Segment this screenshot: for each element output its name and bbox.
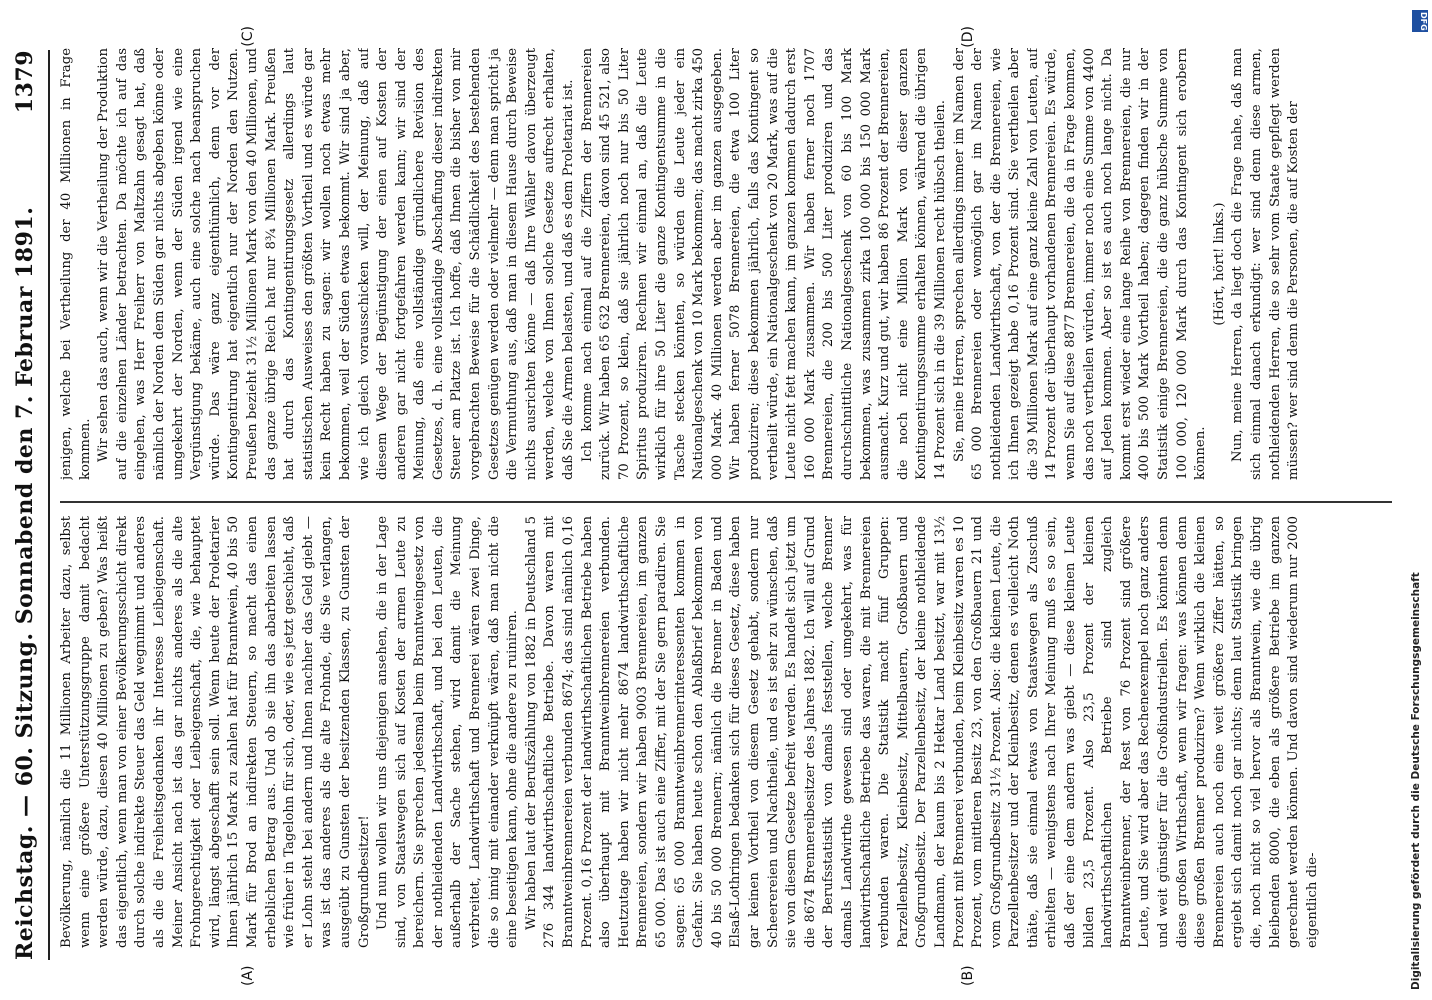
dfg-logo: DFG: [1412, 10, 1428, 32]
interjection: (Hört, hört! links.): [1211, 202, 1227, 326]
paragraph: Bevölkerung, nämlich die 11 Millionen Arbeiter dazu, selbst wenn eine größere Unterstützungsgruppe damit bedacht werden würde, dazu, diesen 40 Millionen zu geben? Was heißt das eigentlich, wenn man von einer Bevölkerungsschicht direkt durch solche indirekte Steuer das Geld wegnimmt und anderes als die die Freiheitsgedanken ihr Interesse Leibeigenschaft. Meiner Ansicht nach ist das gar nichts anderes als die alte Frohngerechtigkeit oder Leibeigenschaft, die, wie behauptet wird, längst abgeschafft sein soll. Wenn heute der Proletarier Ihnen jährlich 15 Mark zu zahlen hat für Branntwein, 40 bis 50 Mark für Brod an indirekten Steuern, so macht das einen erheblichen Betrag aus. Und ob sie ihn das abarbeiten lassen wie früher in Tagelohn für sich, oder, wie es jetzt geschieht, daß er Lohn steht bei andern und Ihnen nachher das Geld giebt — was ist das anderes als die alte Frohnde, die Sie verlangen, ausgeübt zu Gunsten der besitzenden Klassen, zu Gunsten der Großgrundbesitzer!: [59, 516, 372, 948]
right-column: [58, 48, 1398, 480]
paragraph: Ich komme nach einmal auf die Ziffern der Brennereien zurück. Wir haben 65 632 Brennereien, davon sind 45 521, also 70 Prozent, so klein, daß sie jährlich noch nur bis 50 Liter Spiritus produziren. Rechnen wir einmal an, daß die Leute wirklich für ihre 50 Liter die ganze Kontingentsumme in die Tasche stecken könnten, so würden die Leute jeder ein Nationalgeschenk von 10 Mark bekommen; das macht zirka 450 000 Mark. 40 Millionen werden aber im ganzen ausgegeben. Wir haben ferner 5078 Brennereien, die etwa 100 Liter produziren; diese bekommen jährlich, falls das Kontingent so vertheilt würde, ein Nationalgeschenk von 20 Mark, was auf die Leute nicht fett machen kann, im ganzen kommen dadurch erst 160 000 Mark zusammen. Wir haben ferner noch 1707 Brennereien, die 200 bis 500 Liter produziren und das durchschnittliche Nationalgeschenk von 60 bis 100 Mark bekommen, was zusammen zirka 100 000 bis 150 000 Mark ausmacht. Kurz und gut, wir haben 86 Prozent der Brennereien, die noch nicht eine Million Mark von dieser ganzen Kontingentirungssumme erhalten können, während die übrigen 14 Prozent sich in die 39 Millionen recht hübsch theilen.: [579, 48, 948, 480]
margin-marker-b: (B): [960, 965, 976, 986]
margin-marker-d: (D): [960, 26, 976, 48]
column-divider: [60, 501, 1392, 503]
margin-marker-a: (A): [240, 965, 256, 986]
page-number: 1379: [12, 50, 38, 114]
paragraph: Wir haben laut der Berufszählung von 1882 in Deutschland 5 276 344 landwirthschaftliche Betriebe. Davon waren mit Branntweinbrennereien verbunden 8674; das sind nämlich 0,16 Prozent. 0,16 Prozent der landwirthschaftlichen Betriebe haben also überhaupt mit Branntweinbrennereien verbunden. Heutzutage haben wir nicht mehr 8674 landwirthschaftliche Brennereien, sondern wir haben 9003 Brennereien, im ganzen 65 000. Das ist auch eine Ziffer, mit der Sie gern paradiren. Sie sagen: 65 000 Branntweinbrennerinteressenten kommen in Gefahr. Sie haben heute schon den Ablaßbrief bekommen von 40 bis 50 000 Brennern; nämlich die Brenner in Baden und Elsaß-Lothringen bedanken sich für dieses Gesetz, diese haben gar keinen Vortheil von diesem Gesetz gehabt, sondern nur Scheerereien und Nachtheile, und es ist sehr zu wünschen, daß sie von diesem Gesetze befreit werden. Es handelt sich jetzt um die 8674 Brennereibesitzer des Jahres 1882. Ich will auf Grund der Berufsstatistik von damals feststellen, welche Brenner damals Landwirthe gewesen sind oder umgekehrt, was für landwirthschaftliche Betriebe das waren, die mit Brennereien verbunden waren. Die Statistik macht fünf Gruppen: Parzellenbesitz, Kleinbesitz, Mittelbauern, Großbauern und Großgrundbesitz. Der Parzellenbesitz, der kleine nothleidende Landmann, der kaum bis 2 Hektar Land besitzt, war mit 13½ Prozent mit Brennerei verbunden, beim Kleinbesitz waren es 10 Prozent, vom mittleren Besitz 23, von den Großbauern 21 und vom Großgrundbesitz 31½ Prozent. Also: die kleinen Leute, die Parzellenbesitzer und der Kleinbesitz, denen es vielleicht Noth thäte, daß sie einmal etwas von Staatswegen als Zuschuß erhielten — wenigstens nach Ihrer Meinung muß es so sein, daß der eine dem andern was giebt — diese kleinen Leute bilden 23,5 Prozent. Also 23,5 Prozent der kleinen landwirthschaftlichen Betriebe sind zugleich Branntweinbrenner, der Rest von 76 Prozent sind größere Leute, und Sie wird aber das Rechenexempel noch ganz anders und weit günstiger für die Großindustriellen. Es könnten denn diese großen Wirthschaft, wenn wir fragen: was können denn diese großen Brenner produziren? Wenn wirklich die kleinen Brennereien auch noch eine weit größere Ziffer hätten, so ergiebt sich damit noch gar nichts; denn laut Statistik bringen die, noch nicht so viel hervor als Branntwein, wie die übrig bleibenden 8000, die eben als größere Betriebe im ganzen gerechnet werden können. Und davon sind wiederum nur 2000 eigentlich die-: [523, 516, 1320, 948]
watermark-text: Digitalisierung gefördert durch die Deutsche Forschungsgemeinschaft: [1410, 572, 1422, 990]
left-column: [58, 516, 1398, 948]
paragraph: Nun, meine Herren, da liegt doch die Frage nahe, daß man sich einmal danach erkundigt: wer sind denn diese armen, nothleidenden Herren, die so sehr vom Staate gepflegt werden müssen? wer sind denn die Personen, die auf Kosten der: [1230, 48, 1302, 480]
paragraph: Und nun wollen wir uns diejenigen ansehen, die in der Lage sind, von Staatswegen sich auf Kosten der armen Leute zu bereichern. Sie sprechen jedesmal beim Branntweingesetz von der nothleidenden Landwirthschaft, und bei den Leuten, die außerhalb der Sache stehen, wird damit die Meinung verbreitet, Landwirthschaft und Brennerei wären zwei Dinge, die so innig mit einander verknüpft wären, daß man nicht die eine beseitigen kann, ohne die andere zu ruiniren.: [375, 516, 521, 948]
digitization-watermark: [1406, 10, 1430, 990]
page-header: [12, 50, 48, 960]
paragraph: Sie, meine Herren, sprechen allerdings immer im Namen der 65 000 Brennereien oder womöglich gar im Namen der nothleidenden Landwirthschaft, von der die Brennereien, wie ich Ihnen gezeigt habe 0,16 Prozent sind. Sie vertheilen aber die 39 Millionen Mark auf eine ganz kleine Zahl von Leuten, auf 14 Prozent der überhaupt vorhandenen Brennereien. Es würde, wenn Sie auf diese 8877 Brennereien, die da in Frage kommen, das noch vertheilen würden, immer noch eine Summe von 4400 auf Jeden kommen. Aber so ist es auch noch lange nicht. Da kommt erst wieder eine lange Reihe von Brennereien, die nur 400 bis 500 Mark Vortheil haben; dagegen finden wir in der Statistik einige Brennereien, die die ganz hübsche Summe von 100 000, 120 000 Mark durch das Kontingent sich erobern können.: [951, 48, 1209, 480]
header-rule: [48, 50, 50, 960]
paragraph: jenigen, welche bei Vertheilung der 40 Millionen in Frage kommen.: [59, 48, 93, 480]
paragraph: Wir sehen das auch, wenn wir die Vertheilung der Produktion auf die einzelnen Länder betrachten. Da möchte ich auf das eingehen, was Herr Freiherr von Maltzahn gesagt hat, daß nämlich der Norden dem Süden gar nichts abgeben könne oder umgekehrt der Norden, wenn der Süden irgend wie eine Vergünstigung bekäme, auch eine solche nach beanspruchen würde. Das wäre ganz eigenthümlich, denn vor der Kontingentirung hat eigentlich nur der Norden den Nutzen. Preußen bezieht 31½ Millionen Mark von den 40 Millionen, und das ganze übrige Reich hat nur 8¾ Millionen Mark. Preußen hat durch das Kontingentirungsgesetz allerdings laut statistischen Ausweises den größten Vortheil und es würde gar kein Recht haben zu sagen: wir wollen noch etwas mehr bekommen, weil der Süden etwas bekommt. Wir sind ja aber, wie ich gleich vorausschicken will, der Meinung, daß auf diesem Wege der Begünstigung der einen auf Kosten der anderen gar nicht fortgefahren werden kann; wir sind der Meinung, daß eine vollständige gründlichere Revision des Gesetzes, d. h. eine vollständige Abschaffung dieser indirekten Steuer am Platze ist. Ich hoffe, daß Ihnen die bisher von mir vorgebrachten Beweise für die Schädlichkeit des bestehenden Gesetzes genügen werden oder vielmehr — denn man spricht ja die Vermuthung aus, daß man in diesem Hause durch Beweise nichts ausrichten könne — daß Ihre Wähler davon überzeugt werden, welche von Ihnen solche Gesetze aufrecht erhalten, daß Sie die Armen belasten, und daß es dem Proletariat ist.: [96, 48, 577, 480]
running-head: Reichstag. — 60. Sitzung. Sonnabend den 7. Februar 1891.: [12, 206, 38, 960]
margin-marker-c: (C): [240, 26, 256, 47]
